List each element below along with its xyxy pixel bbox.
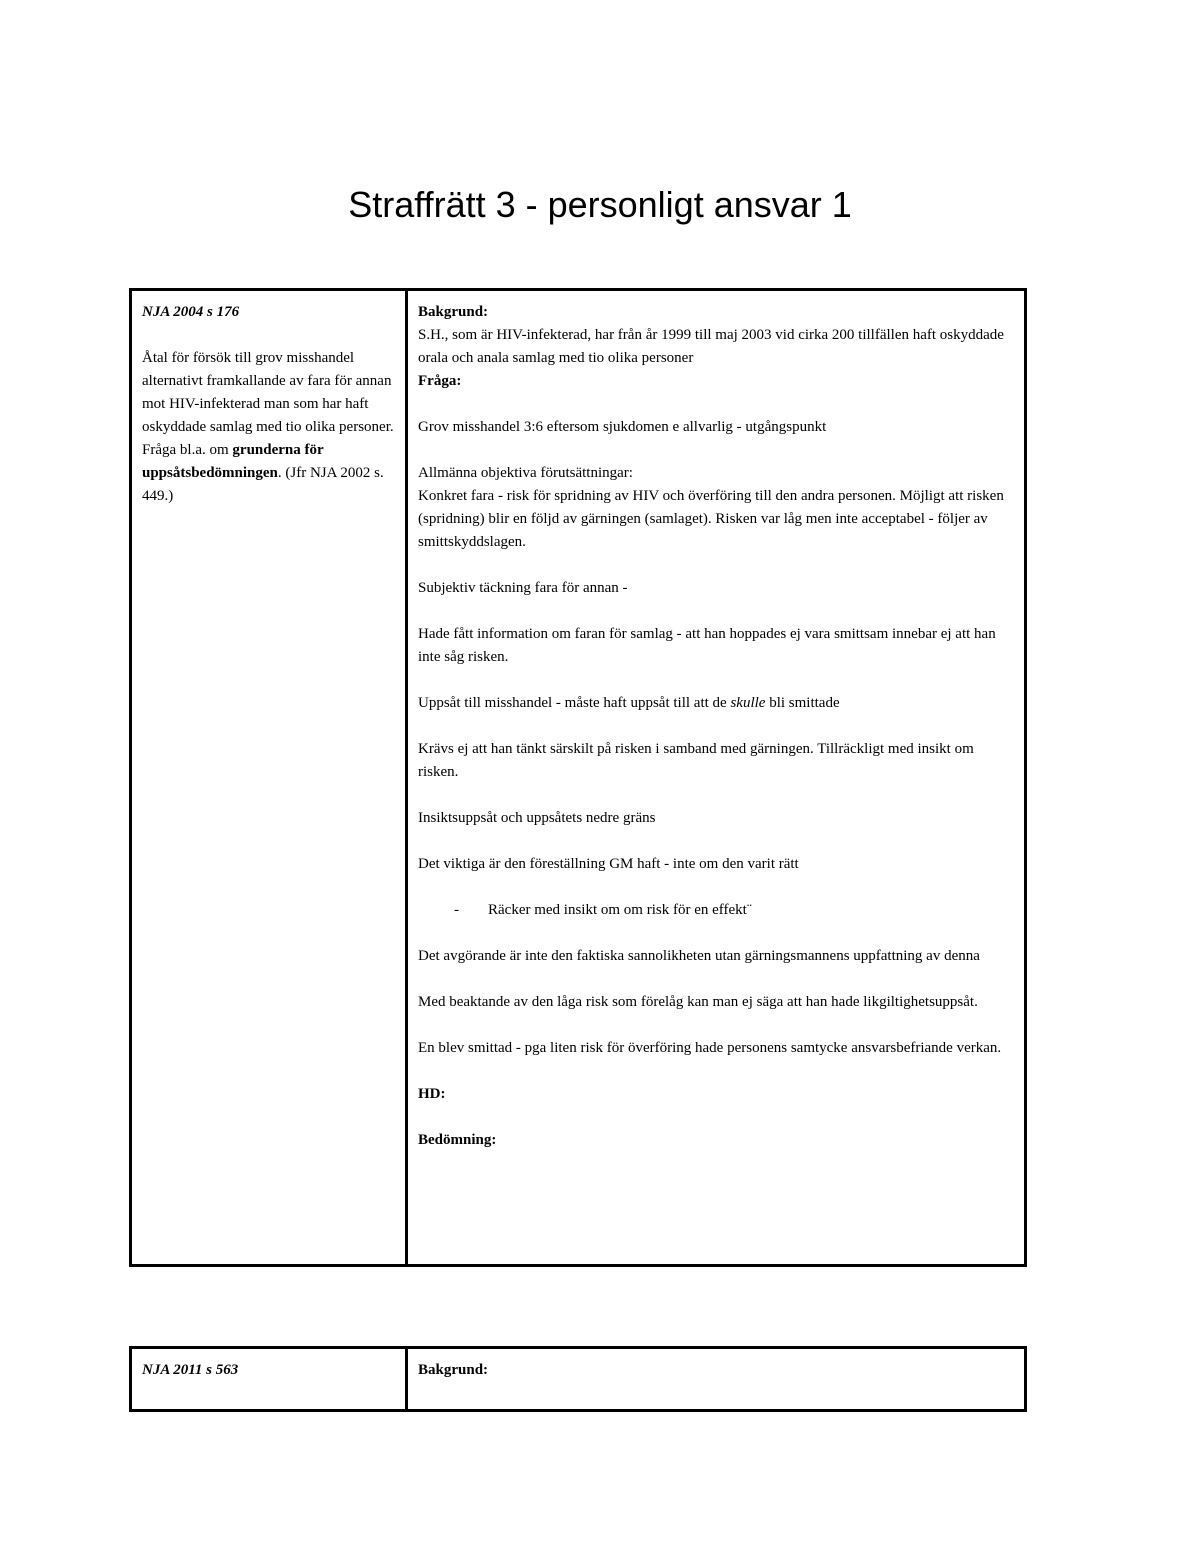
- list-item: [454, 899, 1016, 922]
- note-paragraph: Subjektiv täckning fara för annan -: [418, 580, 628, 596]
- page-title: Straffrätt 3 - personligt ansvar 1: [348, 184, 852, 225]
- case-notes-cell: [407, 290, 1026, 1266]
- note-text-end: bli smittade: [765, 695, 840, 711]
- note-paragraph: Allmänna objektiva förutsättningar:: [418, 465, 633, 481]
- note-paragraph: Det viktiga är den föreställning GM haft - inte om den varit rätt: [418, 856, 799, 872]
- table-row: [131, 1348, 1026, 1411]
- case-summary-cell: [131, 1348, 407, 1411]
- case-summary: [142, 347, 397, 508]
- note-paragraph: Insiktsuppsåt och uppsåtets nedre gräns: [418, 810, 656, 826]
- case-summary-cell: [131, 290, 407, 1266]
- list-item-text: Räcker med insikt om om risk för en effekt¨: [488, 902, 752, 918]
- summary-emphasis: grunderna för uppsåtsbedömningen: [142, 442, 324, 481]
- note-text: Uppsåt till misshandel - måste haft uppsåt till att de: [418, 695, 731, 711]
- bakgrund-heading: Bakgrund:: [418, 304, 489, 320]
- summary-text-end: . (Jfr NJA 2002 s. 449.): [142, 465, 384, 504]
- summary-text: Åtal för försök till grov misshandel alternativt framkallande av fara för annan mot HIV-infekterad man som har haft oskyddade samlag med tio olika personer. Fråga bl.a. om: [142, 350, 394, 458]
- bakgrund-heading: Bakgrund:: [418, 1362, 489, 1378]
- hd-heading: HD:: [418, 1086, 446, 1102]
- note-paragraph: Med beaktande av den låga risk som förelåg kan man ej säga att han hade likgiltighetsuppsåt.: [418, 994, 978, 1010]
- bedomning-heading: Bedömning:: [418, 1132, 497, 1148]
- note-emphasis: skulle: [730, 695, 766, 711]
- note-paragraph: En blev smittad - pga liten risk för överföring hade personens samtycke ansvarsbefriande verkan.: [418, 1040, 1002, 1056]
- note-paragraph: Hade fått information om faran för samlag - att han hoppades ej vara smittsam innebar ej att han inte såg risken.: [418, 626, 996, 665]
- case-reference: NJA 2004 s 176: [142, 304, 240, 320]
- note-paragraph: Krävs ej att han tänkt särskilt på risken i samband med gärningen. Tillräckligt med insikt om risken.: [418, 741, 974, 780]
- table-row: [131, 290, 1026, 1266]
- note-paragraph: Grov misshandel 3:6 eftersom sjukdomen e allvarlig - utgångspunkt: [418, 419, 827, 435]
- dash-bullet: -: [454, 902, 459, 918]
- note-paragraph: Det avgörande är inte den faktiska sannolikheten utan gärningsmannens uppfattning av denna: [418, 948, 980, 964]
- note-paragraph: [418, 692, 1016, 715]
- case-reference: NJA 2011 s 563: [142, 1362, 239, 1378]
- case-table-nja-2011: [129, 1346, 1027, 1412]
- case-notes-cell: [407, 1348, 1026, 1411]
- case-table-nja-2004: [129, 288, 1027, 1267]
- bakgrund-text: S.H., som är HIV-infekterad, har från år 1999 till maj 2003 vid cirka 200 tillfällen haft oskyddade orala och anala samlag med tio olika personer: [418, 327, 1004, 366]
- note-paragraph: Konkret fara - risk för spridning av HIV och överföring till den andra personen. Möjligt att risken (spridning) blir en följd av gärningen (samlaget). Risken var låg men inte acceptabel - följer av smittskyddslagen.: [418, 488, 1004, 550]
- fraga-heading: Fråga:: [418, 373, 462, 389]
